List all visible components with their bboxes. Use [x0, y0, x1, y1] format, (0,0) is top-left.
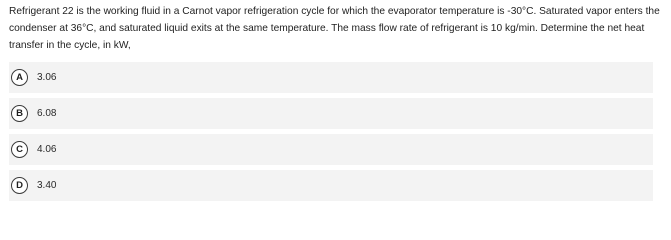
option-d[interactable] — [9, 170, 653, 201]
question-text: Refrigerant 22 is the working fluid in a Carnot vapor refrigeration cycle for which the evaporator temperature is -30°C. Saturated vapor enters the condenser at 36°C, and saturated liquid exits at the same temperature. The mass flow rate of refrigerant is 10 kg/min. Determine the net heat transfer in the cycle, in kW, — [9, 6, 660, 51]
answer-options — [9, 62, 653, 206]
option-value: 6.08 — [37, 108, 57, 119]
option-a[interactable] — [9, 62, 653, 93]
option-value: 4.06 — [37, 144, 57, 155]
option-value: 3.06 — [37, 72, 57, 83]
option-value: 3.40 — [37, 180, 57, 191]
option-c[interactable] — [9, 134, 653, 165]
option-letter-badge: C — [11, 141, 28, 158]
option-letter-badge: A — [11, 69, 28, 86]
option-b[interactable] — [9, 98, 653, 129]
option-letter-badge: D — [11, 177, 28, 194]
option-letter-badge: B — [11, 105, 28, 122]
